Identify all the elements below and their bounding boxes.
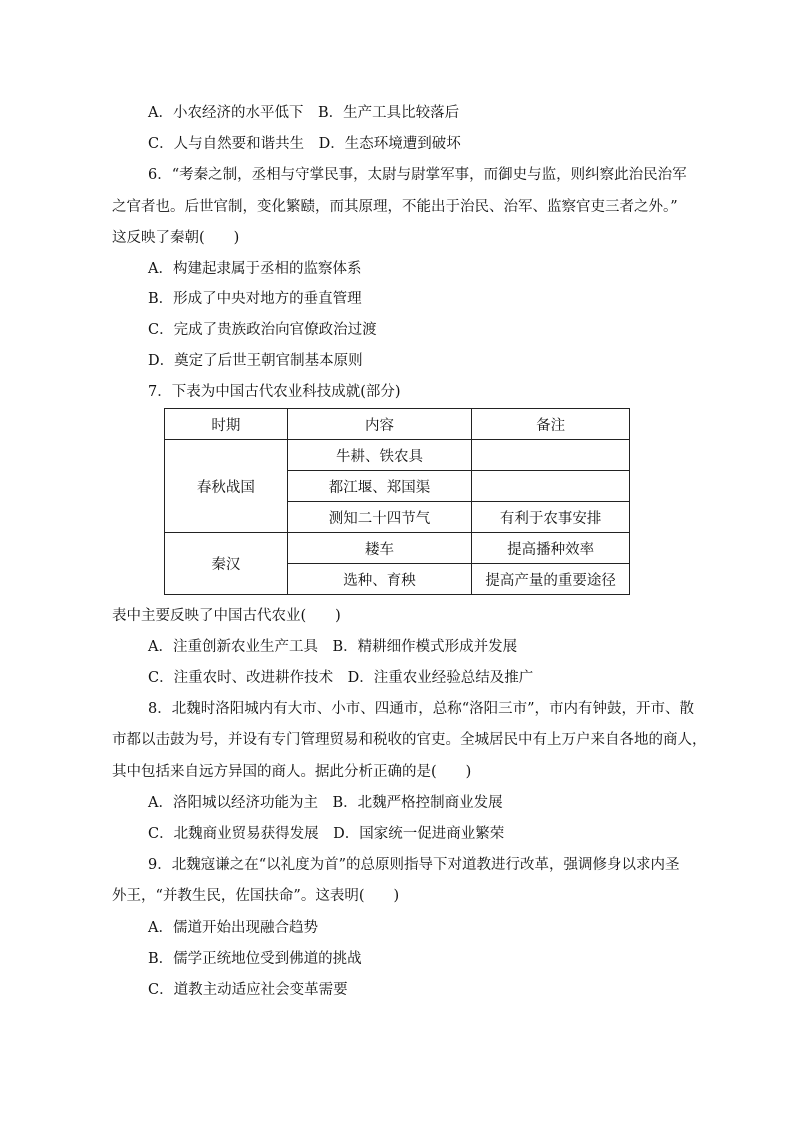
q6-option-c: C．完成了贵族政治向官僚政治过渡	[148, 322, 377, 338]
agriculture-achievements-table	[164, 408, 630, 595]
table-row	[165, 533, 630, 564]
content-cell: 选种、育秧	[287, 564, 472, 595]
content-cell: 测知二十四节气	[287, 502, 472, 533]
header-note: 备注	[472, 409, 630, 440]
note-cell	[472, 471, 630, 502]
q8-stem-line-2: 市都以击鼓为号，并设有专门管理贸易和税收的官吏。全城居民中有上万户来自各地的商人，	[112, 732, 707, 748]
note-cell: 提高播种效率	[472, 533, 630, 564]
q6-option-d: D．奠定了后世王朝官制基本原则	[148, 353, 363, 369]
q8-stem-line-3: 其中包括来自远方异国的商人。据此分析正确的是( )	[112, 764, 472, 780]
q6-option-a: A．构建起隶属于丞相的监察体系	[148, 261, 362, 277]
note-cell: 有利于农事安排	[472, 502, 630, 533]
q7-stem: 7．下表为中国古代农业科技成就(部分)	[148, 384, 401, 400]
q6-stem-line-2: 之官者也。后世官制，变化繁赜，而其原理，不能出于治民、治军、监察官吏三者之外。”	[112, 199, 678, 215]
q8-option-line-1: A．洛阳城以经济功能为主 B．北魏严格控制商业发展	[148, 795, 503, 811]
q6-stem-line-3: 这反映了秦朝( )	[112, 230, 240, 246]
q9-option-a: A．儒道开始出现融合趋势	[148, 920, 318, 936]
content-cell: 都江堰、郑国渠	[287, 471, 472, 502]
q9-stem-line-2: 外王，“并教生民，佐国扶命”。这表明( )	[112, 888, 400, 904]
q7-option-line-2: C．注重农时、改进耕作技术 D．注重农业经验总结及推广	[148, 670, 534, 686]
q6-option-b: B．形成了中央对地方的垂直管理	[148, 291, 362, 307]
content-cell: 耧车	[287, 533, 472, 564]
q5-option-line-2: C．人与自然要和谐共生 D．生态环境遭到破坏	[148, 136, 461, 152]
q7-option-line-1: A．注重创新农业生产工具 B．精耕细作模式形成并发展	[148, 639, 518, 655]
note-cell: 提高产量的重要途径	[472, 564, 630, 595]
q9-option-b: B．儒学正统地位受到佛道的挑战	[148, 951, 362, 967]
q9-stem-line-1: 9．北魏寇谦之在“以礼度为首”的总原则指导下对道教进行改革，强调修身以求内圣	[148, 857, 680, 873]
table-header-row	[165, 409, 630, 440]
q5-option-line-1: A．小农经济的水平低下 B．生产工具比较落后	[148, 105, 460, 121]
content-cell: 牛耕、铁农具	[287, 440, 472, 471]
q8-option-line-2: C．北魏商业贸易获得发展 D．国家统一促进商业繁荣	[148, 826, 505, 842]
header-content: 内容	[287, 409, 472, 440]
q7-after-table: 表中主要反映了中国古代农业( )	[112, 608, 341, 624]
q9-option-c: C．道教主动适应社会变革需要	[148, 982, 348, 998]
header-period: 时期	[165, 409, 288, 440]
table-row	[165, 440, 630, 471]
note-cell	[472, 440, 630, 471]
period-cell: 秦汉	[165, 533, 288, 595]
period-cell: 春秋战国	[165, 440, 288, 533]
q8-stem-line-1: 8．北魏时洛阳城内有大市、小市、四通市，总称“洛阳三市”，市内有钟鼓，开市、散	[148, 701, 695, 717]
q6-stem-line-1: 6．“考秦之制，丞相与守掌民事，太尉与尉掌军事，而御史与监，则纠察此治民治军	[148, 167, 687, 183]
